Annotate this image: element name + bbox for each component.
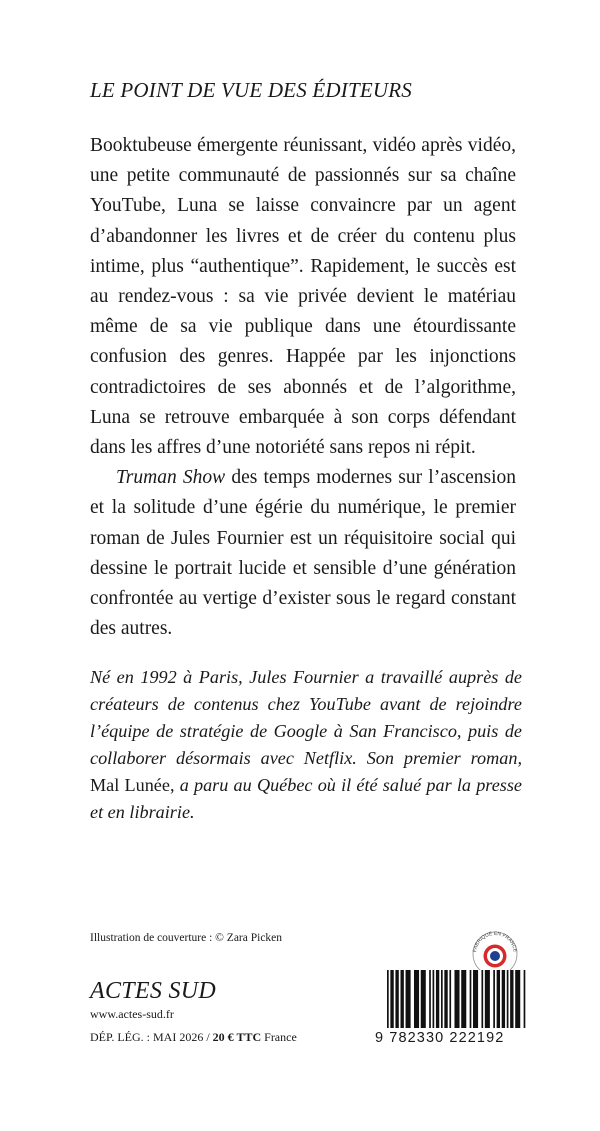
bio-text-2: a paru au Québec où il été salué par la presse et en librairie. bbox=[90, 775, 522, 822]
legal-prefix: DÉP. LÉG. : MAI 2026 / bbox=[90, 1030, 213, 1044]
bio-text-1: Né en 1992 à Paris, Jules Fournier a travaillé auprès de créateurs de contenus chez YouTube avant de rejoindre l’équipe de stratégie de Google à San Francisco, puis de collaborer désormais avec Netflix. Son premier roman, bbox=[90, 667, 522, 768]
barcode-bar bbox=[493, 970, 495, 1028]
badge-blue-dot bbox=[490, 951, 500, 961]
barcode-bar bbox=[395, 970, 398, 1028]
barcode-bar bbox=[473, 970, 478, 1028]
barcode-bars bbox=[386, 970, 528, 1028]
barcode-bar bbox=[497, 970, 500, 1028]
barcode-bar bbox=[470, 970, 472, 1028]
section-heading: LE POINT DE VUE DES ÉDITEURS bbox=[90, 78, 412, 102]
barcode-bar bbox=[524, 970, 526, 1028]
barcode-bar bbox=[481, 970, 483, 1028]
barcode-bar bbox=[429, 970, 431, 1028]
badge-text-path: FABRIQUÉ EN FRANCE bbox=[472, 930, 518, 953]
barcode-bar bbox=[433, 970, 435, 1028]
barcode-bar bbox=[390, 970, 393, 1028]
barcode bbox=[386, 970, 528, 1062]
barcode-bar bbox=[515, 970, 520, 1028]
barcode-bar bbox=[400, 970, 403, 1028]
barcode-bar bbox=[441, 970, 443, 1028]
blurb-paragraph-2-text: des temps modernes sur l’ascension et la solitude d’une égérie du numérique, le premier roman de Jules Fournier est un réquisitoire social qui dessine le portrait lucide et sensible d’une génération confrontée au vertige d’exister sous le regard constant des autres. bbox=[90, 467, 517, 640]
barcode-bar bbox=[507, 970, 509, 1028]
author-bio bbox=[90, 664, 522, 826]
publisher-website: www.actes-sud.fr bbox=[90, 1007, 174, 1021]
legal-suffix: France bbox=[261, 1030, 297, 1044]
price: 20 € TTC bbox=[212, 1030, 262, 1044]
barcode-bar bbox=[387, 970, 389, 1028]
barcode-bar bbox=[485, 970, 490, 1028]
barcode-bar bbox=[502, 970, 505, 1028]
barcode-bar bbox=[461, 970, 466, 1028]
blurb-paragraph-1: Booktubeuse émergente réunissant, vidéo après vidéo, une petite communauté de passionnés sur sa chaîne YouTube, Luna se laisse convaincre par un agent d’abandonner les livres et de créer du contenu plus intime, plus “authentique”. Rapidement, le succès est au rendez-vous : sa vie privée devient le matériau même de sa vie publique dans une étourdissante confusion des genres. Happée par les injonctions contradictoires de ses abonnés et de l’algorithme, Luna se retrouve embarquée à son corps défendant dans les affres d’une notoriété sans repos ni répit. bbox=[90, 135, 516, 459]
publisher-blurb bbox=[90, 131, 516, 644]
legal-deposit bbox=[90, 1030, 297, 1045]
barcode-bar bbox=[414, 970, 419, 1028]
publisher-logo: ACTES SUD bbox=[90, 978, 217, 1004]
barcode-bar bbox=[444, 970, 447, 1028]
cover-credit: Illustration de couverture : © Zara Picken bbox=[90, 932, 283, 944]
barcode-bar bbox=[421, 970, 426, 1028]
barcode-bar bbox=[449, 970, 451, 1028]
barcode-bar bbox=[510, 970, 513, 1028]
barcode-bar bbox=[436, 970, 439, 1028]
novel-title: Mal Lunée, bbox=[90, 775, 175, 795]
film-title: Truman Show bbox=[116, 467, 226, 489]
isbn-number: 9 782330 222192 bbox=[375, 1030, 530, 1046]
barcode-bar bbox=[454, 970, 459, 1028]
barcode-bar bbox=[406, 970, 411, 1028]
blurb-paragraph-2 bbox=[90, 463, 516, 644]
